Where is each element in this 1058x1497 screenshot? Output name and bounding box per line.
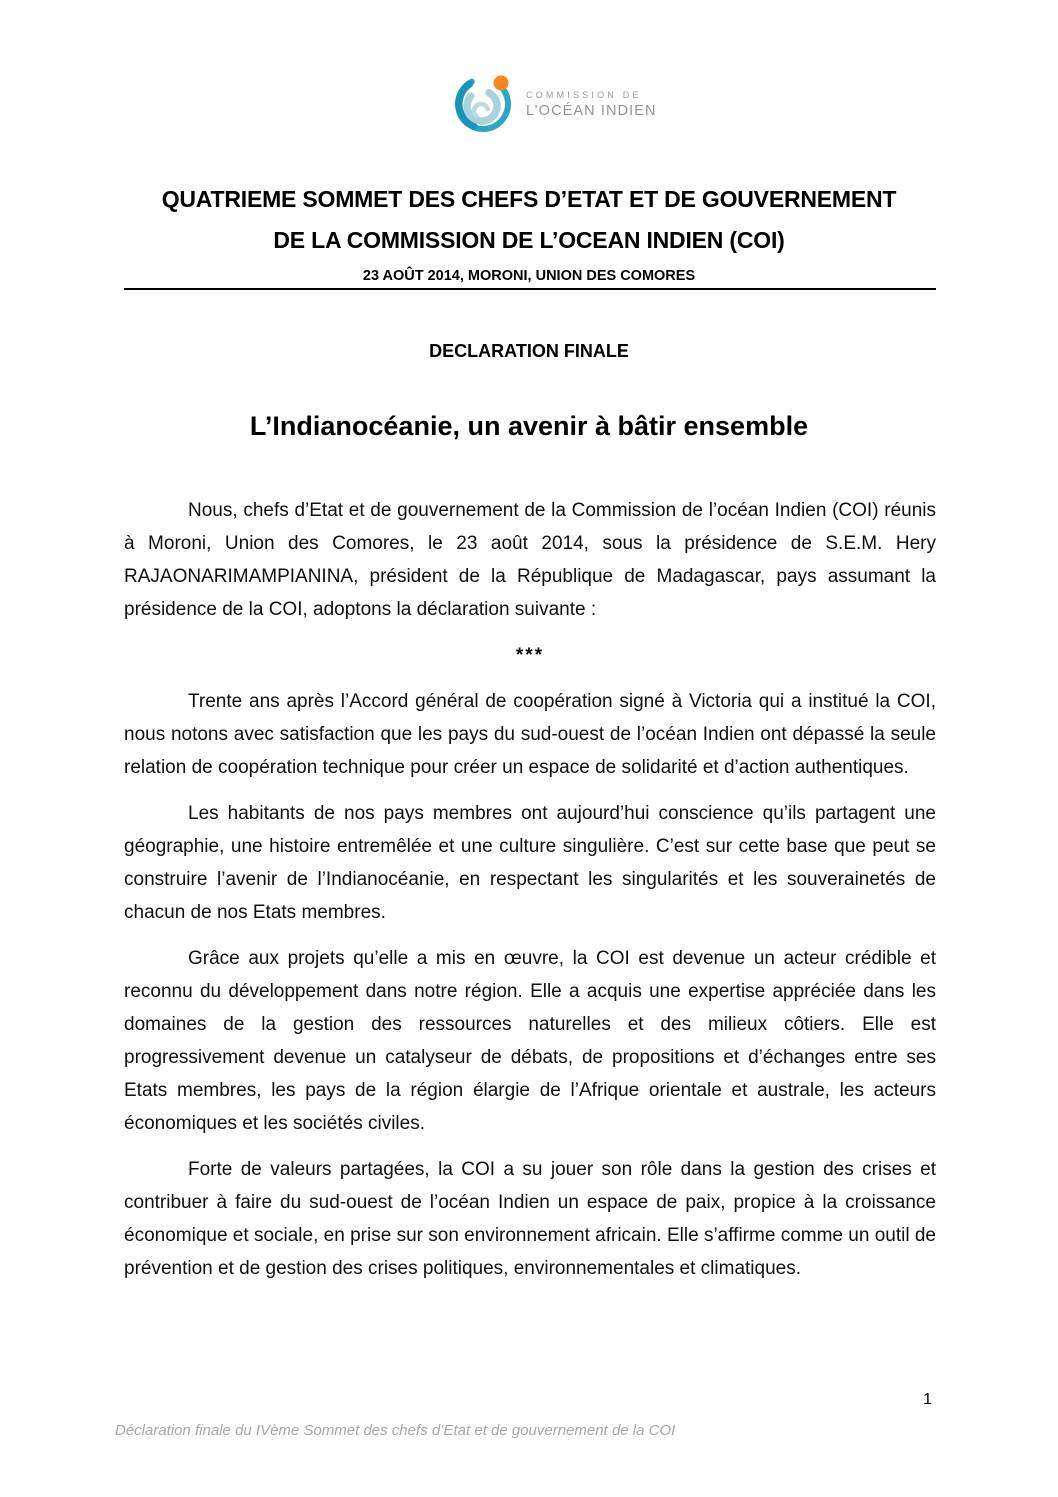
summit-title-line1: QUATRIEME SOMMET DES CHEFS D’ETAT ET DE GOUVERNEMENT — [161, 186, 897, 212]
coi-logo-icon — [453, 70, 517, 134]
paragraph-trente-ans: Trente ans après l’Accord général de coopération signé à Victoria qui a institué la COI, nous notons avec satisfaction que les pays du sud-ouest de l’océan Indien ont dépassé la seule relation de coopération technique pour créer un espace de solidarité et d’action authentiques. — [124, 691, 936, 778]
paragraph-valeurs: Forte de valeurs partagées, la COI a su jouer son rôle dans la gestion des crises et contribuer à faire du sud-ouest de l’océan Indien un espace de paix, propice à la croissance économique et sociale, en prise sur son environnement africain. Elle s’affirme comme un outil de prévention et de gestion des crises politiques, environnementales et climatiques. — [124, 1159, 936, 1279]
page-number: 1 — [923, 1391, 932, 1408]
declaration-finale-heading: DECLARATION FINALE — [429, 341, 629, 361]
document-body — [124, 494, 936, 1298]
summit-dateline: 23 AOÛT 2014, MORONI, UNION DES COMORES — [362, 268, 696, 284]
main-title: L’Indianocéanie, un avenir à bâtir ensemble — [249, 411, 809, 441]
summit-title-line2: DE LA COMMISSION DE L’OCEAN INDIEN (COI) — [273, 227, 785, 253]
header-rule — [124, 288, 936, 290]
paragraph-projets: Grâce aux projets qu’elle a mis en œuvre, la COI est devenue un acteur crédible et reconnu du développement dans notre région. Elle a acquis une expertise appréciée dans les domaines de la gestion des ressources naturelles et des milieux côtiers. Elle est progressivement devenue un catalyseur de débats, de propositions et d’échanges entre ses Etats membres, les pays de la région élargie de l’Afrique orientale et australe, les acteurs économiques et les sociétés civiles. — [124, 948, 936, 1134]
logo-text-line1: COMMISSION DE — [526, 89, 642, 100]
coi-logo — [453, 70, 657, 134]
section-separator: *** — [515, 645, 545, 666]
coi-logo-wordmark — [526, 86, 657, 119]
paragraph-intro: Nous, chefs d’Etat et de gouvernement de la Commission de l’océan Indien (COI) réunis à Moroni, Union des Comores, le 23 août 2014, sous la présidence de S.E.M. Hery RAJAONARIMAMPIANINA, président de la République de Madagascar, pays assumant la présidence de la COI, adoptons la déclaration suivante : — [124, 500, 936, 620]
paragraph-habitants: Les habitants de nos pays membres ont aujourd’hui conscience qu’ils partagent une géographie, une histoire entremêlée et une culture singulière. C’est sur cette base que peut se construire l’avenir de l’Indianocéanie, en respectant les singularités et les souverainetés de chacun de nos Etats membres. — [124, 803, 936, 923]
logo-text-line2: L’OCÉAN INDIEN — [526, 102, 657, 119]
footer-text: Déclaration finale du IVème Sommet des chefs d’Etat et de gouvernement de la COI — [115, 1422, 676, 1439]
